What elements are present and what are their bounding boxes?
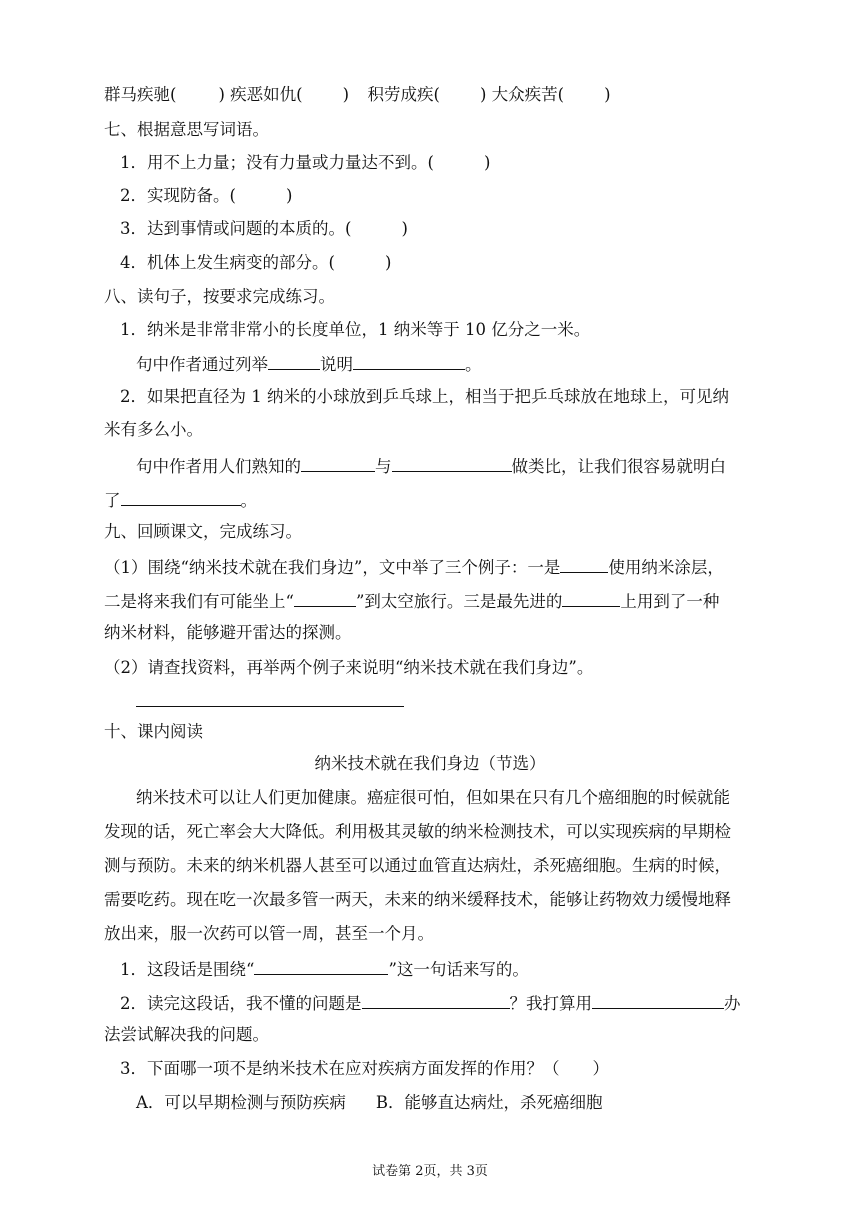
section-10-heading: 十、课内阅读: [104, 722, 203, 741]
s7-question-3: 3．达到事情或问题的本质的。( ): [120, 219, 408, 238]
s8-answer-2: 句中作者用人们熟知的 与 做类比，让我们很容易就明白: [136, 457, 726, 476]
passage-line-4: 需要吃药。现在吃一次最多管一两天，未来的纳米缓释技术，能够让药物效力缓慢地释: [104, 890, 731, 909]
blank-line[interactable]: [353, 353, 465, 370]
blank-line[interactable]: [268, 353, 320, 370]
blank-line[interactable]: [392, 455, 512, 472]
passage-line-5: 放出来，服一次药可以管一周，甚至一个月。: [104, 924, 434, 943]
blank-line[interactable]: [301, 455, 375, 472]
option-a[interactable]: A．可以早期检测与预防疾病: [136, 1093, 346, 1112]
s7-question-4: 4．机体上发生病变的部分。( ): [120, 253, 392, 272]
blank-line[interactable]: [562, 590, 620, 607]
s8-question-2-cont: 米有多么小。: [104, 420, 203, 439]
blank-line[interactable]: [294, 590, 356, 607]
idiom-3: 积劳成疾(: [367, 85, 440, 104]
s9-part-1-line-3: 纳米材料，能够避开雷达的探测。: [104, 623, 352, 642]
s8-answer-2-cont: 了 。: [104, 491, 257, 510]
s10-question-2-cont: 法尝试解决我的问题。: [104, 1025, 269, 1044]
s10-question-2: 2．读完这段话，我不懂的问题是 ？我打算用 办: [120, 994, 741, 1013]
blank-line[interactable]: [254, 958, 388, 975]
blank-line[interactable]: [592, 992, 724, 1009]
option-b[interactable]: B．能够直达病灶，杀死癌细胞: [375, 1093, 603, 1112]
idiom-row: 群马疾驰( ) 疾恶如仇( ) 积劳成疾( ) 大众疾苦( ): [104, 85, 611, 104]
s8-question-1: 1．纳米是非常非常小的长度单位，1 纳米等于 10 亿分之一米。: [120, 320, 591, 339]
section-7-heading: 七、根据意思写词语。: [104, 120, 269, 139]
s10-question-1: 1．这段话是围绕“ ”这一句话来写的。: [120, 960, 529, 979]
passage-line-2: 发现的话，死亡率会大大降低。利用极其灵敏的纳米检测技术，可以实现疾病的早期检: [104, 822, 731, 841]
blank-line[interactable]: [362, 992, 510, 1009]
answer-line[interactable]: [136, 706, 404, 707]
s8-answer-1: 句中作者通过列举 说明 。: [136, 355, 482, 374]
blank-line[interactable]: [121, 489, 241, 506]
blank-line[interactable]: [560, 556, 608, 573]
passage-title: 纳米技术就在我们身边（节选）: [314, 754, 546, 773]
passage-line-3: 测与预防。未来的纳米机器人甚至可以通过血管直达病灶，杀死癌细胞。生病的时候，: [104, 856, 731, 875]
passage-line-1: 纳米技术可以让人们更加健康。癌症很可怕，但如果在只有几个癌细胞的时候就能: [136, 788, 730, 807]
idiom-2: 疾恶如仇(: [230, 85, 303, 104]
s10-options: [136, 1093, 603, 1113]
page-footer: 试卷第 2页，共 3页: [372, 1164, 488, 1179]
s7-question-2: 2．实现防备。( ): [120, 186, 293, 205]
s9-part-1-line-1: （1）围绕“纳米技术就在我们身边”，文中举了三个例子：一是 使用纳米涂层，: [104, 558, 724, 577]
s8-question-2: 2．如果把直径为 1 纳米的小球放到乒乓球上，相当于把乒乓球放在地球上，可见纳: [120, 387, 729, 406]
s7-question-1: 1．用不上力量；没有力量或力量达不到。( ): [120, 153, 491, 172]
s9-part-1-line-2: 二是将来我们有可能坐上“ ”到太空旅行。三是最先进的 上用到了一种: [104, 592, 720, 611]
idiom-1: 群马疾驰(: [104, 85, 177, 104]
section-9-heading: 九、回顾课文，完成练习。: [104, 522, 302, 541]
s10-question-3: 3．下面哪一项不是纳米技术在应对疾病方面发挥的作用？（ ）: [120, 1059, 609, 1078]
idiom-4: 大众疾苦(: [491, 85, 565, 104]
s9-part-2: （2）请查找资料，再举两个例子来说明“纳米技术就在我们身边”。: [104, 658, 594, 677]
section-8-heading: 八、读句子，按要求完成练习。: [104, 287, 335, 306]
